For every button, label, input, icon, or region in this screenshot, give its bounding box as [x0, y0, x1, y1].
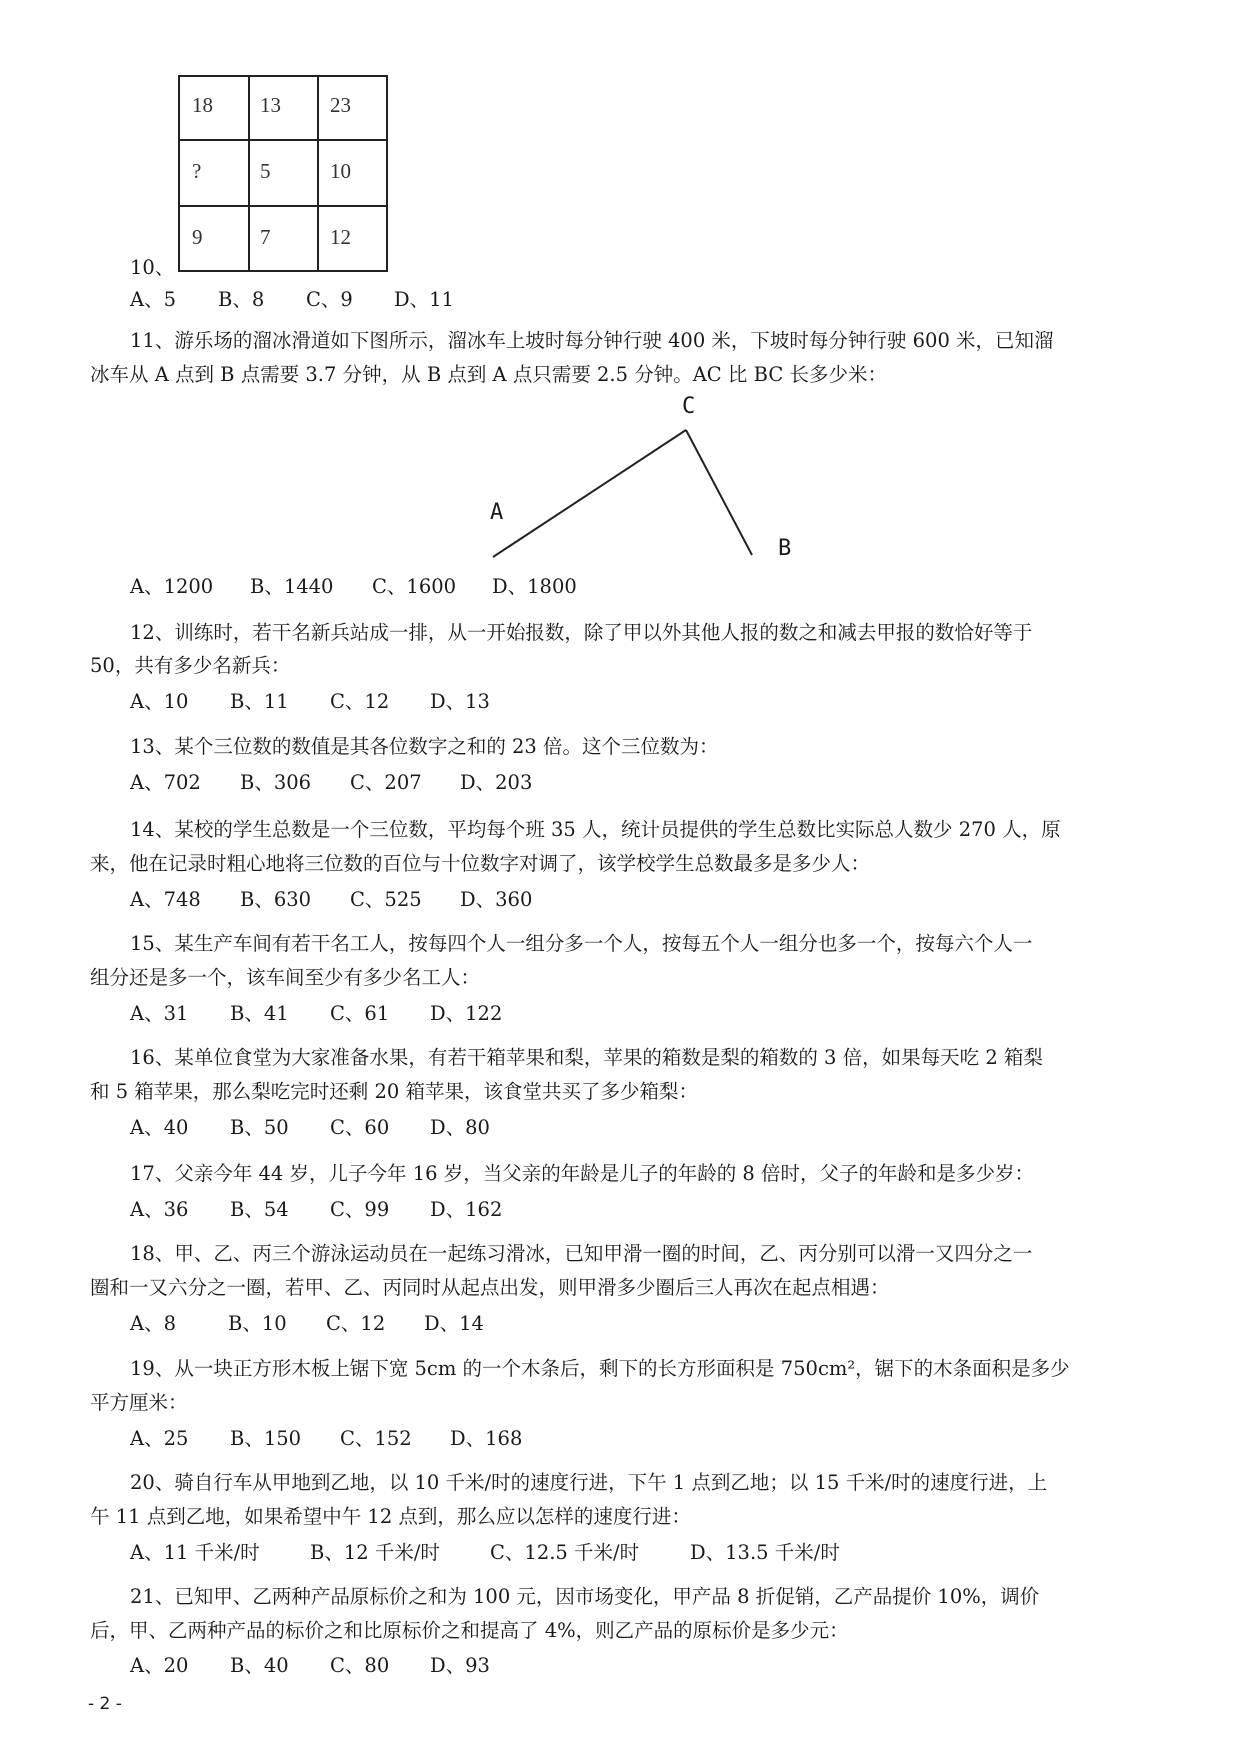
option: B、11 [230, 690, 289, 713]
option: D、122 [430, 1002, 503, 1025]
q12-options [130, 686, 490, 714]
q21-options [130, 1650, 490, 1678]
q15-options [130, 998, 502, 1026]
q13-options [130, 767, 532, 795]
q17-options [130, 1194, 502, 1222]
option: A、1200 [130, 575, 214, 598]
grid-divider [180, 205, 386, 207]
segment-ac [493, 430, 686, 557]
grid-cell: 5 [260, 159, 271, 183]
q11-text-line2: 冰车从 A 点到 B 点需要 3.7 分钟，从 B 点到 A 点只需要 2.5 分钟。AC 比 BC 长多少米： [90, 363, 887, 386]
q14-text-line2: 来，他在记录时粗心地将三位数的百位与十位数字对调了，该学校学生总数最多是多少人： [90, 852, 871, 875]
option: B、150 [230, 1427, 302, 1450]
option: B、306 [240, 771, 312, 794]
grid-cell: 10 [330, 159, 351, 183]
option: B、54 [230, 1198, 289, 1221]
grid-cell: 13 [260, 93, 281, 117]
point-label-c: C [682, 394, 696, 419]
option: C、207 [350, 771, 422, 794]
q11-options [130, 571, 577, 599]
option: A、36 [130, 1198, 189, 1221]
q19-text-line1: 19、从一块正方形木板上锯下宽 5cm 的一个木条后，剩下的长方形面积是 750cm²，锯下的木条面积是多少 [130, 1357, 1070, 1380]
point-label-b: B [778, 536, 792, 561]
question-number: 10、 [130, 256, 175, 279]
q13-text-line1: 13、某个三位数的数值是其各位数字之和的 23 倍。这个三位数为： [130, 735, 719, 758]
number-grid [178, 75, 388, 272]
option: D、13.5 千米/时 [690, 1541, 840, 1564]
q16-text-line2: 和 5 箱苹果，那么梨吃完时还剩 20 箱苹果，该食堂共买了多少箱梨： [90, 1080, 699, 1103]
q17-text-line1: 17、父亲今年 44 岁，儿子今年 16 岁，当父亲的年龄是儿子的年龄的 8 倍时，父子的年龄和是多少岁： [130, 1162, 1035, 1185]
slide-diagram [480, 390, 810, 570]
q10-options [130, 284, 454, 312]
option: A、5 [130, 288, 176, 311]
option: C、9 [306, 288, 353, 311]
option: C、12 [326, 1312, 386, 1335]
option: C、61 [330, 1002, 390, 1025]
option: B、40 [230, 1654, 289, 1677]
option: D、11 [394, 288, 454, 311]
option: C、60 [330, 1116, 390, 1139]
option: C、152 [340, 1427, 412, 1450]
q20-text-line1: 20、骑自行车从甲地到乙地，以 10 千米/时的速度行进，下午 1 点到乙地；以 15 千米/时的速度行进，上 [130, 1471, 1048, 1494]
q15-text-line2: 组分还是多一个，该车间至少有多少名工人： [90, 966, 481, 989]
option: C、525 [350, 888, 422, 911]
grid-cell: 23 [330, 93, 351, 117]
option: D、14 [424, 1312, 484, 1335]
option: A、748 [130, 888, 201, 911]
option: A、25 [130, 1427, 189, 1450]
q20-options [130, 1537, 840, 1565]
option: A、8 [130, 1312, 176, 1335]
option: C、99 [330, 1198, 390, 1221]
option: A、20 [130, 1654, 189, 1677]
option: D、203 [460, 771, 533, 794]
grid-divider [180, 139, 386, 141]
q14-options [130, 884, 532, 912]
q21-text-line1: 21、已知甲、乙两种产品原标价之和为 100 元，因市场变化，甲产品 8 折促销，乙产品提价 10%，调价 [130, 1585, 1040, 1608]
q12-text-line1: 12、训练时，若干名新兵站成一排，从一开始报数，除了甲以外其他人报的数之和减去甲报的数恰好等于 [130, 621, 1033, 644]
q11-text-line1: 11、游乐场的溜冰滑道如下图所示，溜冰车上坡时每分钟行驶 400 米，下坡时每分钟行驶 600 米，已知溜 [130, 329, 1054, 352]
option: B、630 [240, 888, 312, 911]
option: D、168 [450, 1427, 523, 1450]
option: A、40 [130, 1116, 189, 1139]
option: C、80 [330, 1654, 390, 1677]
option: B、10 [228, 1312, 287, 1335]
q12-text-line2: 50，共有多少名新兵： [90, 654, 291, 677]
grid-cell: 9 [192, 225, 203, 249]
q19-options [130, 1423, 522, 1451]
option: C、12 [330, 690, 390, 713]
option: C、12.5 千米/时 [490, 1541, 640, 1564]
option: D、1800 [492, 575, 577, 598]
q16-text-line1: 16、某单位食堂为大家准备水果，有若干箱苹果和梨，苹果的箱数是梨的箱数的 3 倍，如果每天吃 2 箱梨 [130, 1046, 1043, 1069]
option: A、11 千米/时 [130, 1541, 260, 1564]
segment-cb [686, 430, 752, 555]
option: A、31 [130, 1002, 189, 1025]
q15-text-line1: 15、某生产车间有若干名工人，按每四个人一组分多一个人，按每五个人一组分也多一个，按每六个人一 [130, 932, 1033, 955]
grid-cell: 18 [192, 93, 213, 117]
option: D、93 [430, 1654, 490, 1677]
q18-text-line1: 18、甲、乙、丙三个游泳运动员在一起练习滑冰，已知甲滑一圈的时间，乙、丙分别可以滑一又四分之一 [130, 1242, 1033, 1265]
option: B、12 千米/时 [310, 1541, 440, 1564]
point-label-a: A [490, 500, 504, 525]
option: B、8 [218, 288, 265, 311]
page-number: - 2 - [88, 1694, 122, 1714]
q20-text-line2: 午 11 点到乙地，如果希望中午 12 点到，那么应以怎样的速度行进： [90, 1505, 691, 1528]
q21-text-line2: 后，甲、乙两种产品的标价之和比原标价之和提高了 4%，则乙产品的原标价是多少元： [90, 1619, 849, 1642]
grid-divider [248, 77, 250, 270]
grid-cell: ? [192, 159, 202, 183]
grid-cell: 12 [330, 225, 351, 249]
option: A、702 [130, 771, 201, 794]
option: A、10 [130, 690, 189, 713]
option: C、1600 [372, 575, 457, 598]
q18-options [130, 1308, 484, 1336]
option: B、41 [230, 1002, 289, 1025]
grid-cell: 7 [260, 225, 271, 249]
option: D、80 [430, 1116, 490, 1139]
q19-text-line2: 平方厘米： [90, 1391, 188, 1414]
q14-text-line1: 14、某校的学生总数是一个三位数，平均每个班 35 人，统计员提供的学生总数比实际总人数少 270 人，原 [130, 818, 1061, 841]
grid-divider [317, 77, 319, 270]
option: B、50 [230, 1116, 289, 1139]
option: D、13 [430, 690, 490, 713]
option: B、1440 [250, 575, 334, 598]
q16-options [130, 1112, 490, 1140]
option: D、162 [430, 1198, 503, 1221]
option: D、360 [460, 888, 533, 911]
q18-text-line2: 圈和一又六分之一圈，若甲、乙、丙同时从起点出发，则甲滑多少圈后三人再次在起点相遇： [90, 1276, 890, 1299]
